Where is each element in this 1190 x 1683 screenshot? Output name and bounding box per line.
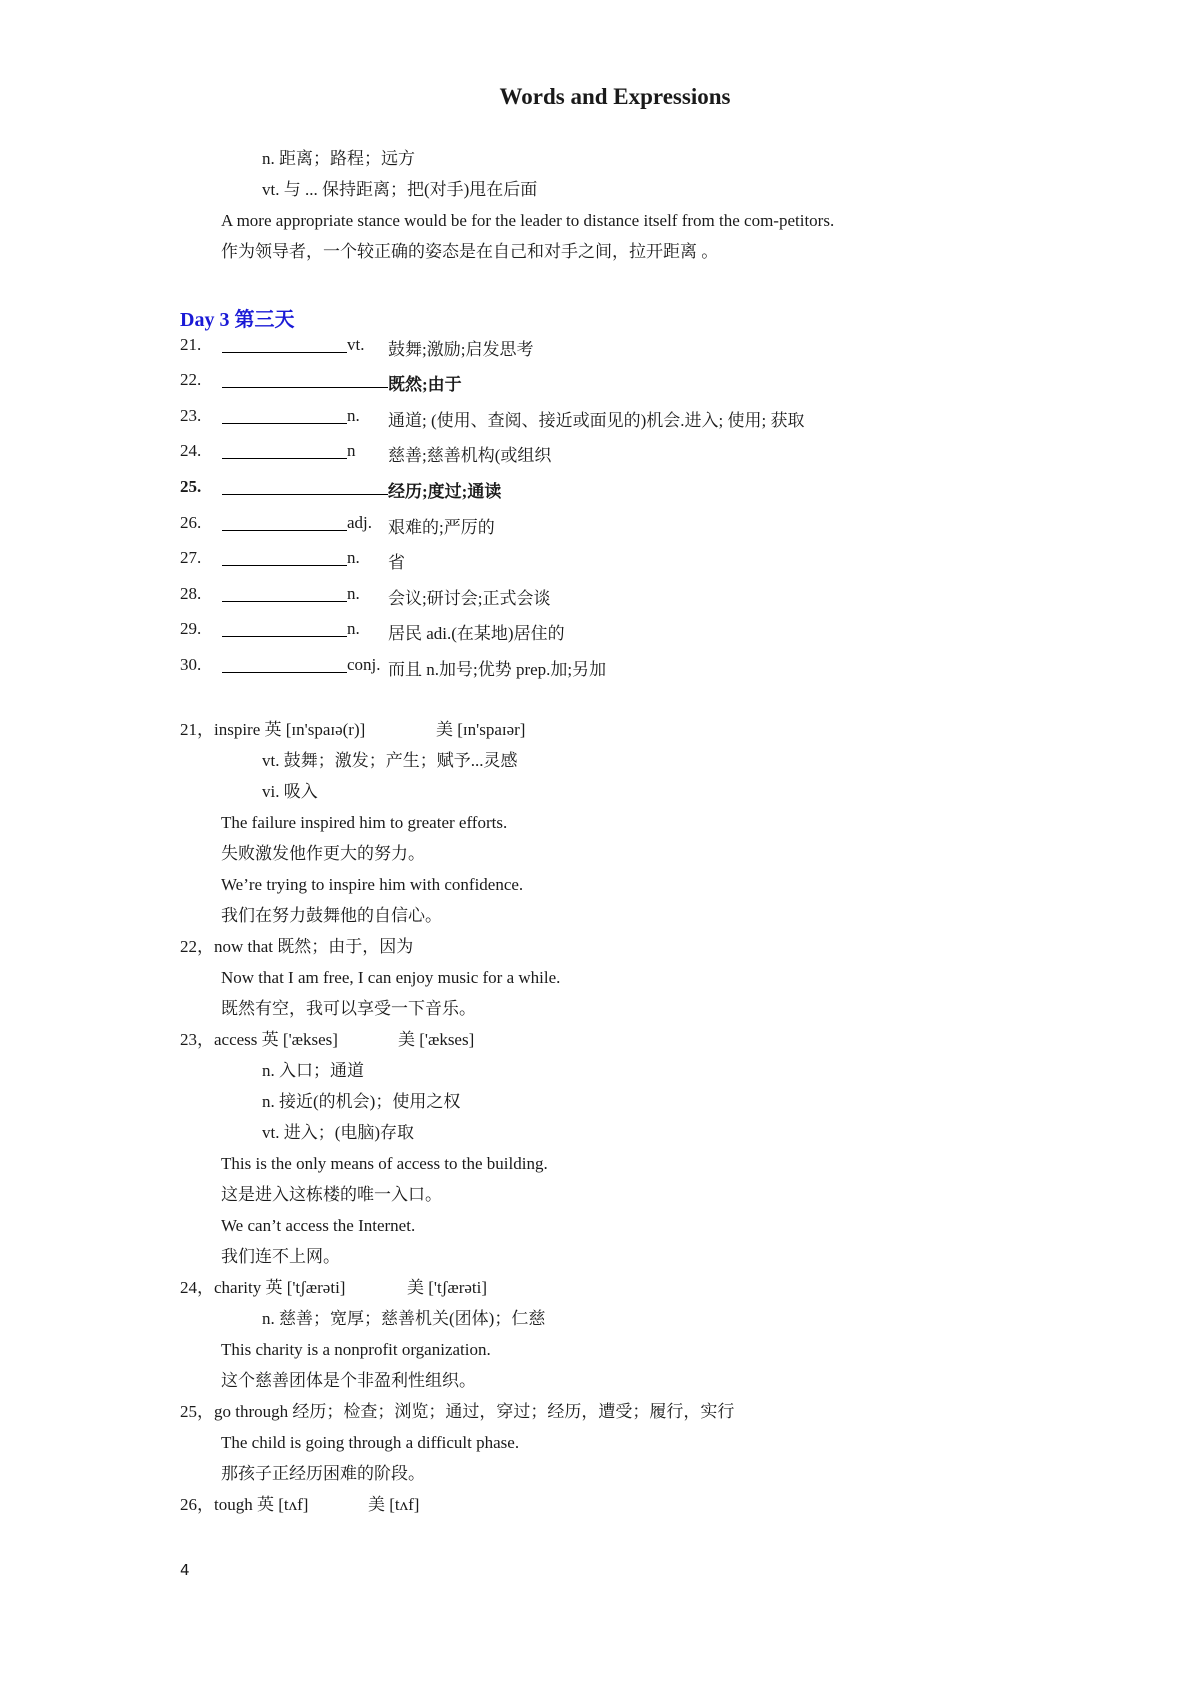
entry-23-def: vt. 进入；(电脑)存取 xyxy=(262,1123,415,1142)
entry-23-example: 我们连不上网。 xyxy=(221,1247,340,1266)
vocab-pos: vt. xyxy=(347,335,365,354)
distance-example-zh: 作为领导者，一个较正确的姿态是在自己和对手之间，拉开距离 。 xyxy=(221,242,719,261)
entry-24-example: This charity is a nonprofit organization. xyxy=(221,1340,491,1359)
entry-21-us-pron: 美 [ɪn'spaɪər] xyxy=(436,720,526,739)
answer-blank xyxy=(222,423,347,424)
entry-23-example: This is the only means of access to the building. xyxy=(221,1154,548,1173)
vocab-definition: 会议;研讨会;正式会谈 xyxy=(388,589,551,608)
vocab-definition: 省 xyxy=(388,553,405,572)
vocab-number: 22. xyxy=(180,370,202,389)
entry-23-def: n. 入口；通道 xyxy=(262,1061,364,1080)
entry-23-example: 这是进入这栋楼的唯一入口。 xyxy=(221,1185,442,1204)
answer-blank xyxy=(222,601,347,602)
vocab-definition: 艰难的;严厉的 xyxy=(388,518,495,537)
answer-blank xyxy=(222,494,388,495)
vocab-pos: n. xyxy=(347,584,360,603)
entry-21-example: 我们在努力鼓舞他的自信心。 xyxy=(221,906,442,925)
entry-21-def: vt. 鼓舞；激发；产生；赋予...灵感 xyxy=(262,751,518,770)
vocab-definition: 鼓舞;激励;启发思考 xyxy=(388,340,534,359)
distance-example-en: A more appropriate stance would be for the leader to distance itself from the com-petitors. xyxy=(221,211,835,230)
page-title: Words and Expressions xyxy=(499,84,731,109)
vocab-definition: 既然;由于 xyxy=(388,375,462,394)
entry-22-heading: 22，now that 既然；由于，因为 xyxy=(180,937,414,956)
entry-26-us-pron: 美 [tʌf] xyxy=(368,1495,420,1514)
vocab-pos: conj. xyxy=(347,655,381,674)
entry-21-example: We’re trying to inspire him with confidence. xyxy=(221,875,524,894)
vocab-pos: n. xyxy=(347,548,360,567)
vocab-number: 24. xyxy=(180,441,202,460)
vocab-pos: adj. xyxy=(347,513,373,532)
entry-25-example: 那孩子正经历困难的阶段。 xyxy=(221,1464,425,1483)
answer-blank xyxy=(222,636,347,637)
vocab-definition: 居民 adi.(在某地)居住的 xyxy=(388,624,565,643)
vocab-number: 25. xyxy=(180,477,202,496)
answer-blank xyxy=(222,387,388,388)
answer-blank xyxy=(222,352,347,353)
vocab-number: 26. xyxy=(180,513,202,532)
vocab-number: 30. xyxy=(180,655,202,674)
entry-24-heading: 24，charity 英 ['tʃærəti] xyxy=(180,1278,346,1297)
entry-24-example: 这个慈善团体是个非盈利性组织。 xyxy=(221,1371,476,1390)
day-heading: Day 3 第三天 xyxy=(180,309,295,331)
vocab-definition: 经历;度过;通读 xyxy=(388,482,502,501)
vocab-number: 29. xyxy=(180,619,202,638)
vocab-definition: 通道; (使用、查阅、接近或面见的)机会.进入; 使用; 获取 xyxy=(388,411,805,430)
entry-24-def: n. 慈善；宽厚；慈善机关(团体)；仁慈 xyxy=(262,1309,546,1328)
vocab-number: 23. xyxy=(180,406,202,425)
distance-def-noun: n. 距离；路程；远方 xyxy=(262,149,415,168)
page-number: 4 xyxy=(180,1561,190,1579)
distance-def-verb: vt. 与 ... 保持距离；把(对手)甩在后面 xyxy=(262,180,538,199)
entry-25-heading: 25，go through 经历；检查；浏览；通过，穿过；经历，遭受；履行，实行 xyxy=(180,1402,735,1421)
answer-blank xyxy=(222,458,347,459)
entry-21-def: vi. 吸入 xyxy=(262,782,318,801)
vocab-number: 21. xyxy=(180,335,202,354)
entry-23-def: n. 接近(的机会)；使用之权 xyxy=(262,1092,461,1111)
entry-21-example: 失败激发他作更大的努力。 xyxy=(221,844,425,863)
entry-21-example: The failure inspired him to greater efforts. xyxy=(221,813,508,832)
vocab-number: 27. xyxy=(180,548,202,567)
vocab-pos: n. xyxy=(347,406,360,425)
entry-26-heading: 26，tough 英 [tʌf] xyxy=(180,1495,309,1514)
entry-22-example: Now that I am free, I can enjoy music for a while. xyxy=(221,968,561,987)
vocab-definition: 慈善;慈善机构(或组织 xyxy=(388,446,552,465)
entry-24-us-pron: 美 ['tʃærəti] xyxy=(407,1278,488,1297)
entry-25-example: The child is going through a difficult phase. xyxy=(221,1433,520,1452)
answer-blank xyxy=(222,672,347,673)
entry-23-example: We can’t access the Internet. xyxy=(221,1216,416,1235)
vocab-pos: n. xyxy=(347,619,360,638)
entry-23-us-pron: 美 ['ækses] xyxy=(398,1030,475,1049)
entry-21-heading: 21，inspire 英 [ɪn'spaɪə(r)] xyxy=(180,720,366,739)
answer-blank xyxy=(222,530,347,531)
answer-blank xyxy=(222,565,347,566)
entry-22-example: 既然有空，我可以享受一下音乐。 xyxy=(221,999,476,1018)
vocab-pos: n xyxy=(347,441,356,460)
vocab-definition: 而且 n.加号;优势 prep.加;另加 xyxy=(388,660,607,679)
vocab-number: 28. xyxy=(180,584,202,603)
entry-23-heading: 23，access 英 ['ækses] xyxy=(180,1030,338,1049)
